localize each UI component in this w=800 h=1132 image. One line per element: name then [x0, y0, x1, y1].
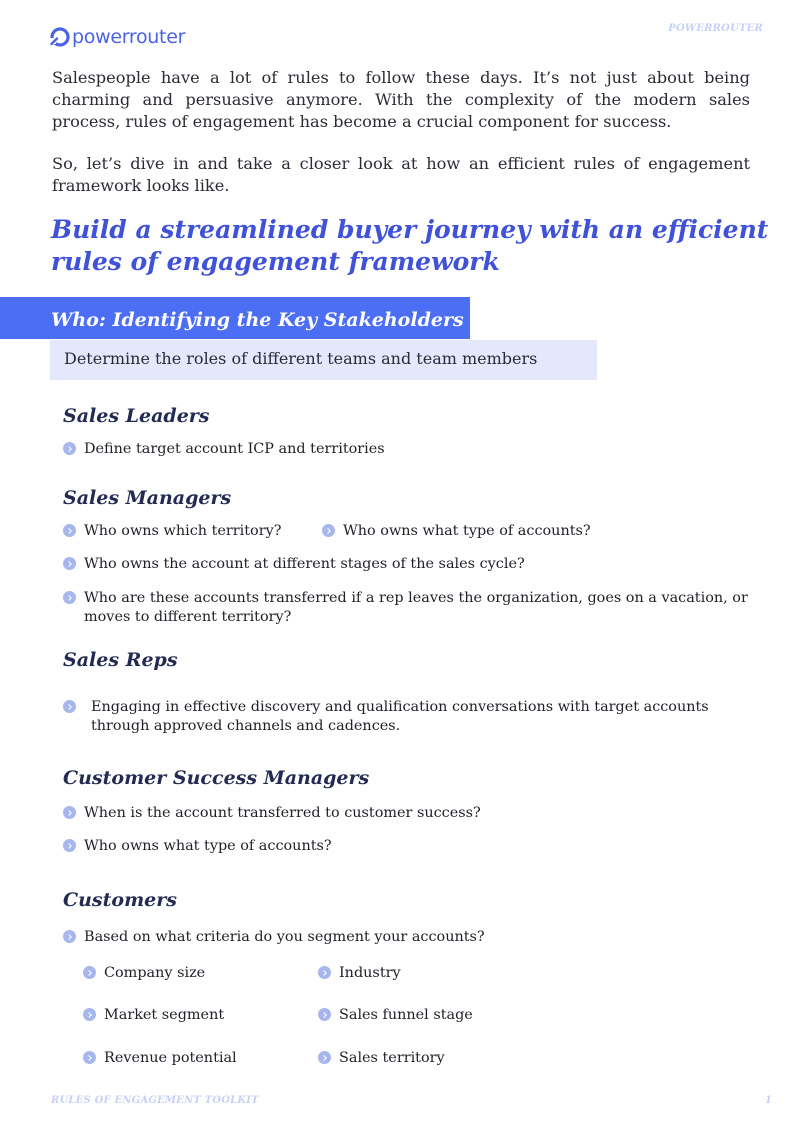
criteria-item	[83, 1049, 303, 1068]
list-item	[63, 440, 743, 459]
chevron-bullet-icon	[83, 1051, 96, 1064]
list-item-text: Who owns the account at different stages of the sales cycle?	[84, 556, 525, 572]
chevron-bullet-icon	[63, 839, 76, 852]
chevron-bullet-icon	[63, 591, 76, 604]
list-item	[63, 555, 743, 574]
list-item-text: Who owns what type of accounts?	[343, 523, 591, 539]
chevron-bullet-icon	[63, 557, 76, 570]
list-item-text: Who are these accounts transferred if a rep leaves the organization, goes on a vacation, or moves to different territory?	[84, 590, 748, 625]
list-item-text: Who owns what type of accounts?	[84, 838, 332, 854]
section-title-sales-managers: Sales Managers	[63, 487, 232, 509]
criteria-item	[318, 964, 538, 983]
list-item	[63, 837, 743, 856]
criteria-item	[83, 964, 303, 983]
chevron-bullet-icon	[63, 806, 76, 819]
list-item	[63, 698, 743, 736]
banner-subtitle: Determine the roles of different teams and team members	[64, 349, 538, 368]
intro-paragraph-2: So, let’s dive in and take a closer look at how an efficient rules of engagement framework looks like.	[52, 154, 750, 195]
section-title-sales-leaders: Sales Leaders	[63, 405, 210, 427]
list-item	[63, 928, 743, 947]
list-item-text: Who owns which territory?	[84, 523, 282, 539]
page-headline: Build a streamlined buyer journey with an efficient rules of engagement framework	[51, 215, 769, 276]
intro-paragraph-1: Salespeople have a lot of rules to follow these days. It’s not just about being charming and persuasive anymore. With the complexity of the modern sales process, rules of engagement has become a crucial component for success.	[52, 68, 750, 131]
chevron-bullet-icon	[318, 966, 331, 979]
page-number: 1	[765, 1095, 772, 1106]
criteria-item-text: Sales territory	[339, 1050, 445, 1066]
banner-title: Who: Identifying the Key Stakeholders	[51, 309, 464, 331]
chevron-bullet-icon	[63, 930, 76, 943]
criteria-item-text: Revenue potential	[104, 1050, 237, 1066]
header-brand: POWERROUTER	[668, 23, 763, 34]
criteria-item-text: Market segment	[104, 1007, 225, 1023]
chevron-bullet-icon	[83, 1008, 96, 1021]
list-item-text: Based on what criteria do you segment your accounts?	[84, 929, 485, 945]
chevron-bullet-icon	[63, 700, 76, 713]
list-item-text: Engaging in effective discovery and qualification conversations with target accounts through approved channels and cadences.	[91, 699, 709, 734]
criteria-item-text: Sales funnel stage	[339, 1007, 473, 1023]
chevron-bullet-icon	[318, 1008, 331, 1021]
chevron-bullet-icon	[63, 524, 76, 537]
section-title-customers: Customers	[63, 889, 177, 911]
chevron-bullet-icon	[63, 442, 76, 455]
footer-title: RULES OF ENGAGEMENT TOOLKIT	[51, 1095, 259, 1106]
list-item	[63, 589, 753, 627]
list-item-text: Define target account ICP and territories	[84, 441, 385, 457]
criteria-item	[83, 1006, 303, 1025]
logo-text: powerrouter	[72, 26, 186, 48]
criteria-item-text: Industry	[339, 965, 401, 981]
criteria-item	[318, 1049, 538, 1068]
logo-mark-icon	[50, 27, 70, 47]
powerrouter-logo	[50, 22, 185, 52]
criteria-item-text: Company size	[104, 965, 206, 981]
list-item	[322, 522, 742, 541]
chevron-bullet-icon	[83, 966, 96, 979]
section-title-customer-success-managers: Customer Success Managers	[63, 767, 370, 789]
section-title-sales-reps: Sales Reps	[63, 649, 178, 671]
list-item-text: When is the account transferred to customer success?	[84, 805, 481, 821]
list-item	[63, 804, 743, 823]
chevron-bullet-icon	[322, 524, 335, 537]
chevron-bullet-icon	[318, 1051, 331, 1064]
list-item	[63, 522, 313, 541]
criteria-item	[318, 1006, 538, 1025]
